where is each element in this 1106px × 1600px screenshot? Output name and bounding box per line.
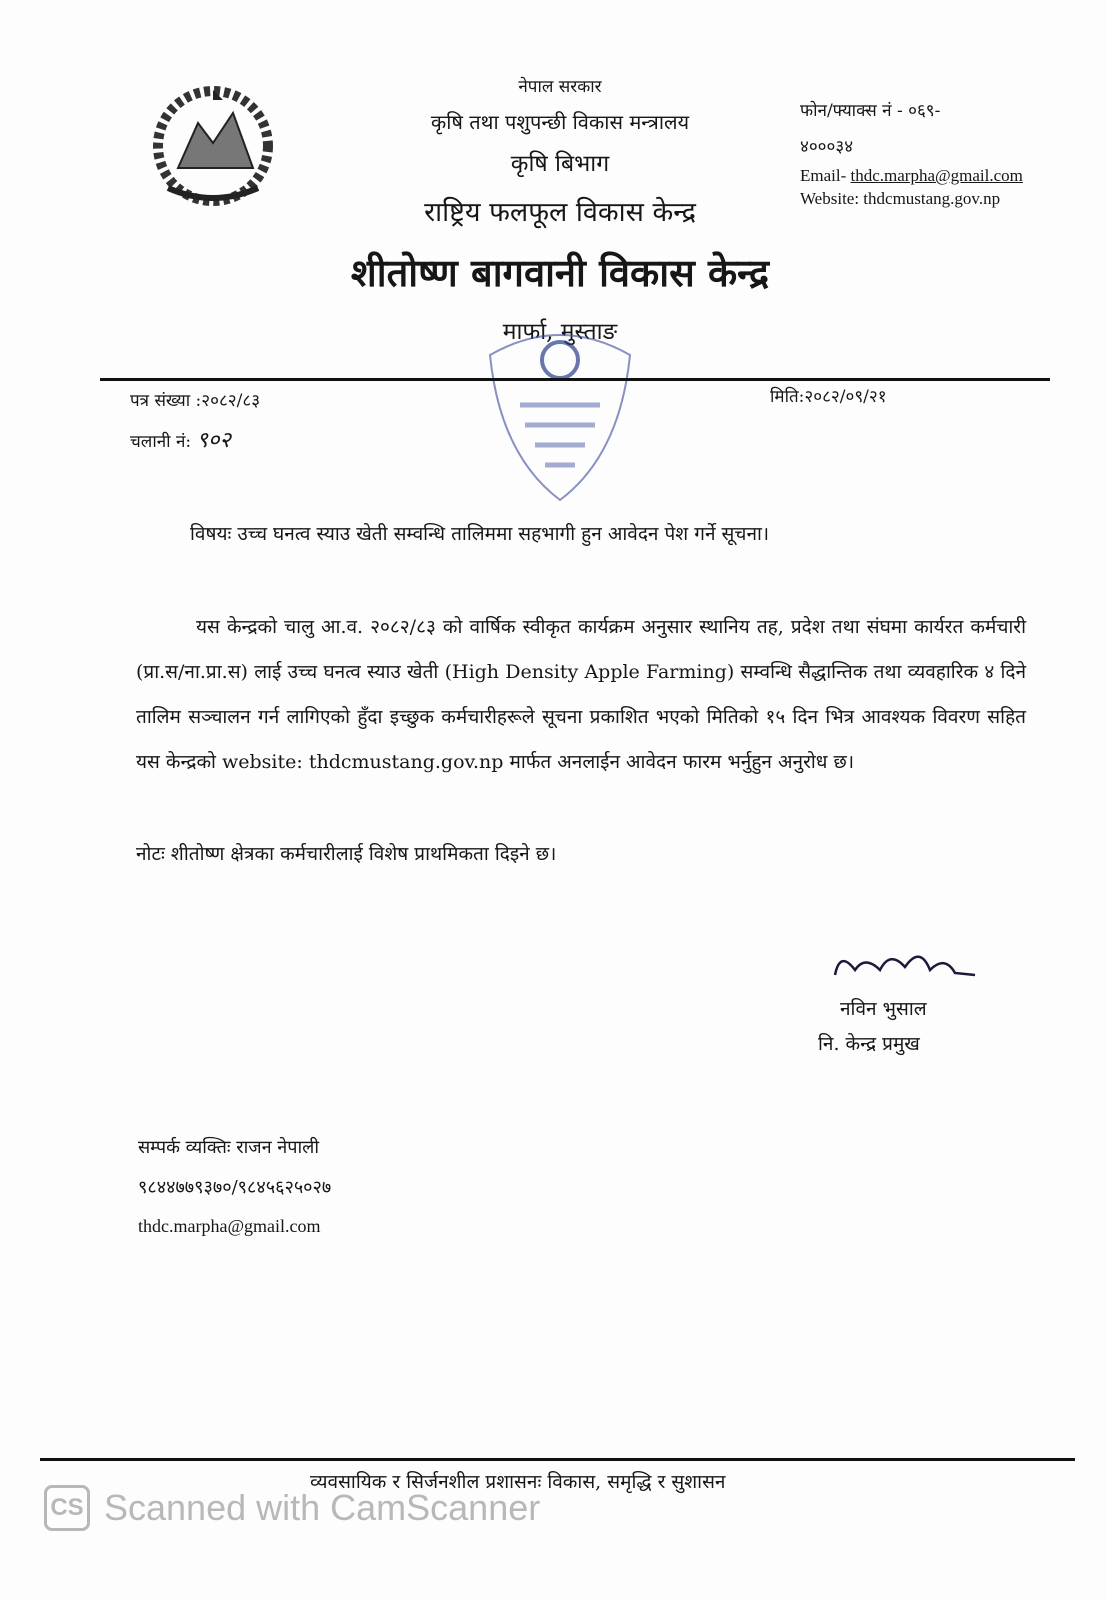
phone-label: फोन/फ्याक्स नं - ०६९-: [800, 101, 941, 121]
dispatch-number-label: चलानी नं:: [130, 432, 192, 452]
contact-phones: ९८४४७७९३७०/९८४५६२५०२७: [138, 1177, 332, 1198]
notice-note: नोटः शीतोष्ण क्षेत्रका कर्मचारीलाई विशेष प्राथमिकता दिइने छ।: [136, 843, 557, 865]
signatory-name: नविन भुसाल: [840, 998, 927, 1020]
letter-number: पत्र संख्या :२०८२/८३: [130, 391, 261, 411]
contact-email[interactable]: thdc.marpha@gmail.com: [138, 1216, 321, 1236]
contact-person: सम्पर्क व्यक्तिः राजन नेपाली: [138, 1137, 320, 1158]
email-label: Email-: [800, 166, 851, 185]
signature: [830, 945, 980, 994]
office-stamp: [480, 325, 640, 505]
header-line-department: कृषि बिभाग: [510, 151, 610, 177]
footer-divider: [40, 1458, 1075, 1461]
email-link[interactable]: thdc.marpha@gmail.com: [850, 166, 1023, 185]
letter-date: मिति:२०८२/०९/२१: [770, 387, 887, 407]
footer-motto: व्यवसायिक र सिर्जनशील प्रशासनः विकास, समृद्धि र सुशासन: [310, 1471, 726, 1493]
email-line: [800, 166, 1023, 186]
office-location: मार्फा, मुस्ताङ: [502, 319, 618, 345]
camscanner-text: Scanned with CamScanner: [104, 1487, 541, 1528]
header-divider: [100, 378, 1050, 381]
header-line-government: नेपाल सरकार: [518, 77, 602, 97]
header-line-ministry: कृषि तथा पशुपन्छी विकास मन्त्रालय: [430, 110, 690, 134]
header-line-center: राष्ट्रिय फलफूल विकास केन्द्र: [424, 197, 696, 228]
dispatch-number: ९०२: [196, 428, 231, 453]
phone-number: ४०००३४: [800, 137, 854, 157]
camscanner-watermark: [44, 1485, 540, 1531]
dispatch-number-line: [130, 424, 231, 454]
subject-line: विषयः उच्च घनत्व स्याउ खेती सम्वन्धि तालिममा सहभागी हुन आवेदन पेश गर्ने सूचना।: [190, 523, 770, 545]
notice-body: यस केन्द्रको चालु आ.व. २०८२/८३ को वार्षिक स्वीकृत कार्यक्रम अनुसार स्थानिय तह, प्रदेश तथा संघमा कार्यरत कर्मचारी (प्रा.स/ना.प्रा.स) लाई उच्च घनत्व स्याउ खेती (High Density Apple Farming) सम्वन्धि सैद्धान्तिक तथा व्यवहारिक ४ दिने तालिम सञ्चालन गर्न लागिएको हुँदा इच्छुक कर्मचारीहरूले सूचना प्रकाशित भएको मितिको १५ दिन भित्र आवश्यक विवरण सहित यस केन्द्रको website: thdcmustang.gov.np मार्फत अनलाईन आवेदन फारम भर्नुहुन अनुरोध छ।: [136, 616, 1026, 773]
office-title: शीतोष्ण बागवानी विकास केन्द्र: [350, 250, 770, 295]
nepal-government-emblem: [138, 78, 288, 213]
signatory-title: नि. केन्द्र प्रमुख: [818, 1033, 920, 1055]
camscanner-logo-icon: CS: [44, 1485, 90, 1531]
website-line: Website: thdcmustang.gov.np: [800, 189, 1001, 208]
